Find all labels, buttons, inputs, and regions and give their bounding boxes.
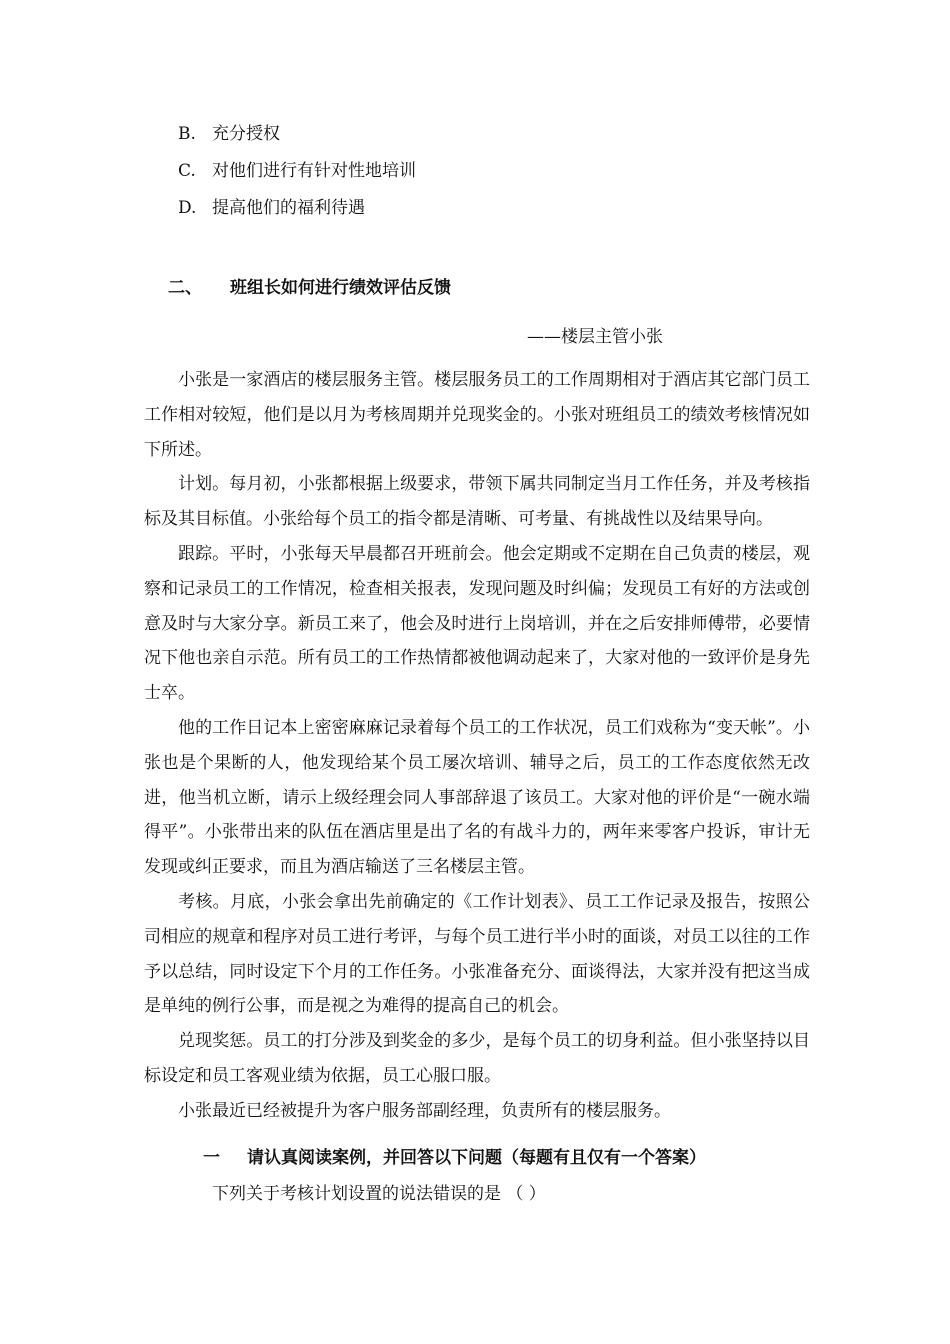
case-body bbox=[144, 363, 810, 1129]
paragraph: 小张是一家酒店的楼层服务主管。楼层服务员工的工作周期相对于酒店其它部门员工工作相对较短，他们是以月为考核周期并兑现奖金的。小张对班组员工的绩效考核情况如下所述。 bbox=[144, 370, 810, 460]
paragraph: 小张最近已经被提升为客户服务部副经理，负责所有的楼层服务。 bbox=[178, 1100, 671, 1121]
question-section-heading bbox=[203, 1147, 706, 1169]
question-section-number: 一 bbox=[203, 1148, 220, 1168]
option-c bbox=[178, 160, 416, 182]
question-section-title: 请认真阅读案例，并回答以下问题（每题有且仅有一个答案） bbox=[247, 1148, 706, 1168]
paragraph: 考核。月底，小张会拿出先前确定的《工作计划表》、员工工作记录及报告，按照公司相应的规章和程序对员工进行考评，与每个员工进行半小时的面谈，对员工以往的工作予以总结，同时设定下个月的工作任务。小张准备充分、面谈得法，大家并没有把这当成是单纯的例行公事，而是视之为难得的提高自己的机会。 bbox=[144, 891, 810, 1017]
paragraph: 跟踪。平时，小张每天早晨都召开班前会。他会定期或不定期在自己负责的楼层，观察和记录员工的工作情况，检查相关报表，发现问题及时纠偏；发现员工有好的方法或创意及时与大家分享。新员工来了，他会及时进行上岗培训，并在之后安排师傅带，必要情况下他也亲自示范。所有员工的工作热情都被他调动起来了，大家对他的一致评价是身先士卒。 bbox=[144, 543, 810, 704]
option-d bbox=[178, 197, 365, 219]
section-title: 班组长如何进行绩效评估反馈 bbox=[230, 278, 451, 298]
option-letter: D. bbox=[178, 198, 197, 218]
section-heading bbox=[168, 277, 451, 299]
question-text: 下列关于考核计划设置的说法错误的是 （ ） bbox=[212, 1184, 546, 1204]
option-text: 提高他们的福利待遇 bbox=[212, 198, 365, 218]
option-letter: B. bbox=[178, 124, 196, 144]
option-text: 充分授权 bbox=[212, 124, 280, 144]
section-byline: ——楼层主管小张 bbox=[527, 327, 663, 347]
paragraph: 他的工作日记本上密密麻麻记录着每个员工的工作状况，员工们戏称为“变天帐”。小张也是个果断的人，他发现给某个员工屡次培训、辅导之后，员工的工作态度依然无改进，他当机立断，请示上级经理会同人事部辞退了该员工。大家对他的评价是“一碗水端得平”。小张带出来的队伍在酒店里是出了名的有战斗力的，两年来零客户投诉，审计无发现或纠正要求，而且为酒店输送了三名楼层主管。 bbox=[144, 717, 810, 878]
section-number: 二、 bbox=[168, 278, 202, 298]
option-text: 对他们进行有针对性地培训 bbox=[212, 161, 416, 181]
paragraph: 兑现奖惩。员工的打分涉及到奖金的多少，是每个员工的切身利益。但小张坚持以目标设定和员工客观业绩为依据，员工心服口服。 bbox=[144, 1031, 810, 1086]
paragraph: 计划。每月初，小张都根据上级要求，带领下属共同制定当月工作任务，并及考核指标及其目标值。小张给每个员工的指令都是清晰、可考量、有挑战性以及结果导向。 bbox=[144, 474, 810, 530]
option-letter: C. bbox=[178, 161, 196, 181]
option-b bbox=[178, 123, 280, 145]
